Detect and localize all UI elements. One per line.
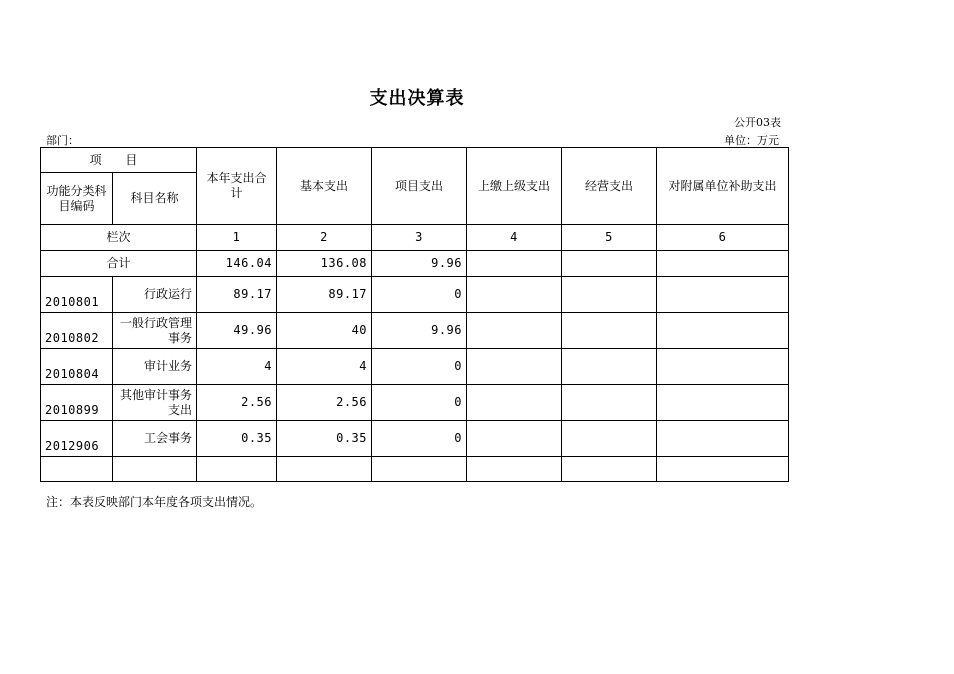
summary-business <box>562 251 657 277</box>
row-subsidy <box>657 421 789 457</box>
row-business <box>562 277 657 313</box>
column-index-cell: 6 <box>657 225 789 251</box>
row-upper <box>467 277 562 313</box>
row-project: 9.96 <box>372 313 467 349</box>
row-code <box>41 457 113 482</box>
column-index-cell: 5 <box>562 225 657 251</box>
header-basic: 基本支出 <box>277 148 372 225</box>
summary-basic: 136.08 <box>277 251 372 277</box>
table-row <box>41 349 789 385</box>
row-upper <box>467 313 562 349</box>
page-title: 支出决算表 <box>369 88 465 109</box>
row-name: 一般行政管理事务 <box>113 313 197 349</box>
row-upper <box>467 457 562 482</box>
expenditure-table <box>40 147 789 482</box>
row-basic: 40 <box>277 313 372 349</box>
row-name <box>113 457 197 482</box>
row-upper <box>467 349 562 385</box>
column-index-cell: 4 <box>467 225 562 251</box>
form-number: 公开03表 <box>734 116 781 129</box>
header-project: 项目支出 <box>372 148 467 225</box>
summary-subsidy <box>657 251 789 277</box>
header-func-code: 功能分类科目编码 <box>41 173 113 225</box>
row-business <box>562 457 657 482</box>
row-project: 0 <box>372 385 467 421</box>
row-total: 89.17 <box>197 277 277 313</box>
column-index-cell: 1 <box>197 225 277 251</box>
row-basic <box>277 457 372 482</box>
row-basic: 4 <box>277 349 372 385</box>
row-code: 2010899 <box>41 385 113 421</box>
row-name: 行政运行 <box>113 277 197 313</box>
row-subsidy <box>657 277 789 313</box>
summary-project: 9.96 <box>372 251 467 277</box>
row-subsidy <box>657 349 789 385</box>
row-business <box>562 421 657 457</box>
row-basic: 89.17 <box>277 277 372 313</box>
row-basic: 0.35 <box>277 421 372 457</box>
row-subsidy <box>657 385 789 421</box>
row-name: 其他审计事务支出 <box>113 385 197 421</box>
row-total: 49.96 <box>197 313 277 349</box>
table-row <box>41 313 789 349</box>
unit-label: 单位：万元 <box>724 134 779 147</box>
column-index-cell: 3 <box>372 225 467 251</box>
row-project: 0 <box>372 277 467 313</box>
column-index-cell: 2 <box>277 225 372 251</box>
row-code: 2012906 <box>41 421 113 457</box>
table-row <box>41 421 789 457</box>
row-upper <box>467 385 562 421</box>
row-project: 0 <box>372 349 467 385</box>
table-row-empty <box>41 457 789 482</box>
header-total: 本年支出合计 <box>197 148 277 225</box>
header-subject-name: 科目名称 <box>113 173 197 225</box>
header-upper: 上缴上级支出 <box>467 148 562 225</box>
summary-label: 合计 <box>41 251 197 277</box>
column-index-label: 栏次 <box>41 225 197 251</box>
row-name: 工会事务 <box>113 421 197 457</box>
row-code: 2010801 <box>41 277 113 313</box>
row-total <box>197 457 277 482</box>
header-row-1 <box>41 148 789 173</box>
row-basic: 2.56 <box>277 385 372 421</box>
table-row <box>41 277 789 313</box>
summary-total: 146.04 <box>197 251 277 277</box>
row-business <box>562 313 657 349</box>
header-subsidy: 对附属单位补助支出 <box>657 148 789 225</box>
row-business <box>562 385 657 421</box>
column-index-row <box>41 225 789 251</box>
row-project <box>372 457 467 482</box>
summary-row <box>41 251 789 277</box>
header-business: 经营支出 <box>562 148 657 225</box>
row-subsidy <box>657 313 789 349</box>
row-name: 审计业务 <box>113 349 197 385</box>
row-project: 0 <box>372 421 467 457</box>
row-business <box>562 349 657 385</box>
row-total: 2.56 <box>197 385 277 421</box>
footnote: 注：本表反映部门本年度各项支出情况。 <box>46 495 263 509</box>
row-total: 0.35 <box>197 421 277 457</box>
row-subsidy <box>657 457 789 482</box>
row-upper <box>467 421 562 457</box>
header-item: 项 目 <box>41 148 197 173</box>
row-code: 2010802 <box>41 313 113 349</box>
summary-upper <box>467 251 562 277</box>
department-label: 部门： <box>46 134 79 147</box>
table-row <box>41 385 789 421</box>
row-total: 4 <box>197 349 277 385</box>
row-code: 2010804 <box>41 349 113 385</box>
